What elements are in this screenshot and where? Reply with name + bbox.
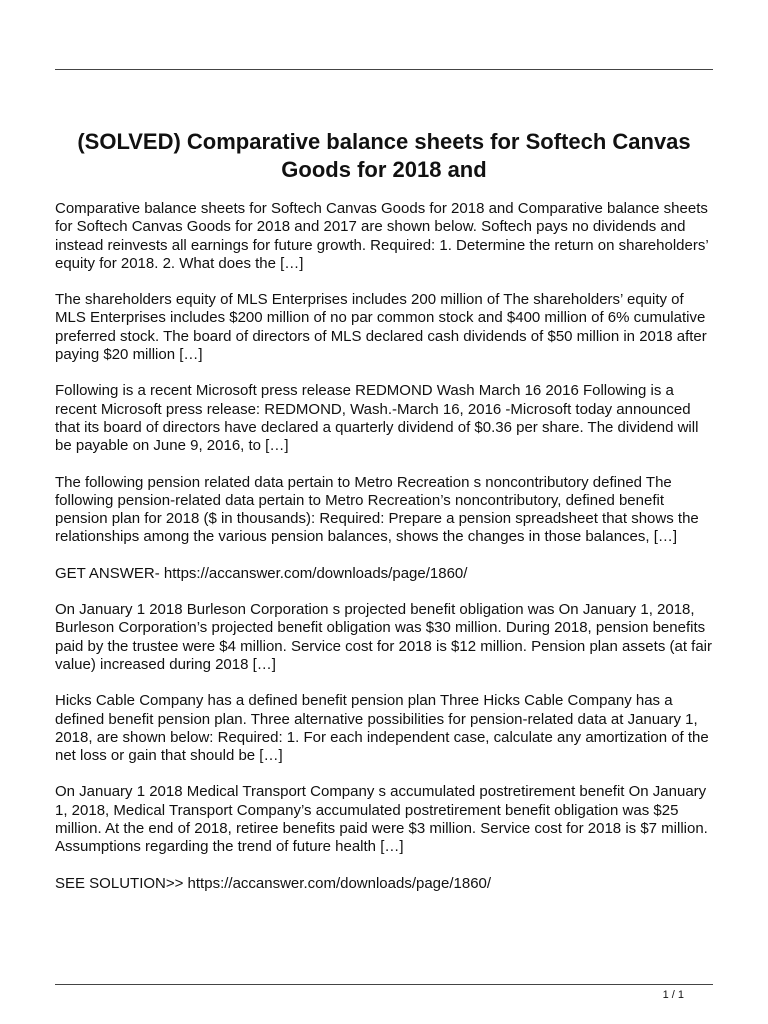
document-body xyxy=(55,200,717,911)
paragraph-hicks-cable: Hicks Cable Company has a defined benefit pension plan Three Hicks Cable Company has a defined benefit pension plan. Three alternative possibilities for pension-related data at January 1, 2018, are shown below: Required: 1. For each independent case, calculate any amortization of the net loss or gain that should be […] xyxy=(55,692,709,765)
paragraph-mls-enterprises: The shareholders equity of MLS Enterprises includes 200 million of The shareholders’ equity of MLS Enterprises includes $200 million of no par common stock and $400 million of 6% cumulative preferred stock. The board of directors of MLS declared cash dividends of $50 million in 2018 after paying $20 million […] xyxy=(55,291,707,364)
paragraph-softech: Comparative balance sheets for Softech Canvas Goods for 2018 and Comparative balance sheets for Softech Canvas Goods for 2018 and 2017 are shown below. Softech pays no dividends and instead reinvests all earnings for future growth. Required: 1. Determine the return on shareholders’ equity for 2018. 2. What does the […] xyxy=(55,200,709,272)
paragraph-burleson: On January 1 2018 Burleson Corporation s projected benefit obligation was On January 1, 2018, Burleson Corporation’s projected benefit obligation was $30 million. During 2018, pension benefits paid by the trustee were $4 million. Service cost for 2018 is $12 million. Pension plan assets (at fair value) increased during 2018 […] xyxy=(55,601,712,673)
page-number: 1 / 1 xyxy=(662,989,684,1001)
paragraph-microsoft-press-release: Following is a recent Microsoft press release REDMOND Wash March 16 2016 Following is a recent Microsoft press release: REDMOND, Wash.-March 16, 2016 -Microsoft today announced that its board of directors have declared a quarterly dividend of $0.36 per share. The dividend will be payable on June 9, 2016, to […] xyxy=(55,382,699,455)
see-solution-link[interactable]: SEE SOLUTION>> https://accanswer.com/downloads/page/1860/ xyxy=(55,874,492,892)
page-title: (SOLVED) Comparative balance sheets for Softech Canvas Goods for 2018 and xyxy=(77,129,691,182)
get-answer-link[interactable]: GET ANSWER- https://accanswer.com/downloads/page/1860/ xyxy=(55,564,468,582)
header-divider xyxy=(55,69,713,70)
paragraph-metro-recreation: The following pension related data pertain to Metro Recreation s noncontributory defined The following pension-related data pertain to Metro Recreation’s noncontributory, defined benefit pension plan for 2018 ($ in thousands): Required: Prepare a pension spreadsheet that shows the relationships among the various pension balances, shows the changes in those balances, […] xyxy=(55,473,699,546)
footer-divider xyxy=(55,984,713,985)
paragraph-medical-transport: On January 1 2018 Medical Transport Company s accumulated postretirement benefit On January 1, 2018, Medical Transport Company’s accumulated postretirement benefit obligation was $25 million. At the end of 2018, retiree benefits paid were $3 million. Service cost for 2018 is $7 million. Assumptions regarding the trend of future health […] xyxy=(55,783,708,856)
